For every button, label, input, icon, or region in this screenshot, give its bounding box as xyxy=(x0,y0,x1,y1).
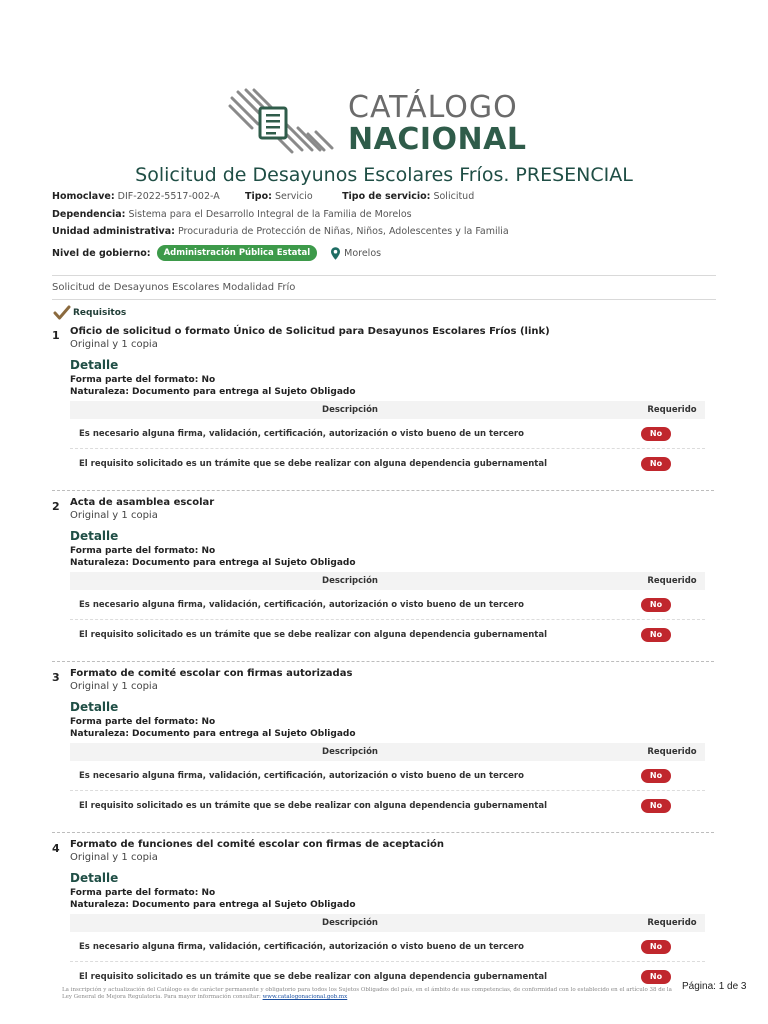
naturaleza-text: Naturaleza: Documento para entrega al Sujeto Obligado xyxy=(70,729,356,739)
col-requerido: Requerido xyxy=(647,747,697,757)
question-text: Es necesario alguna firma, validación, certificación, autorización o visto bueno de un tercero xyxy=(79,942,524,952)
meta-row-unidad xyxy=(52,226,509,237)
answer-badge: No xyxy=(641,427,671,441)
requirement-separator xyxy=(52,490,714,491)
mexico-map-document-icon xyxy=(228,88,340,160)
requisitos-header xyxy=(54,306,126,319)
requirement-item xyxy=(52,324,714,495)
divider-subtitle xyxy=(52,299,716,300)
table-row xyxy=(70,933,705,962)
page-title: Solicitud de Desayunos Escolares Fríos. PRESENCIAL xyxy=(135,164,633,186)
table-row xyxy=(70,621,705,650)
page-number: Página: 1 de 3 xyxy=(682,981,747,992)
location-pin-icon xyxy=(331,247,340,260)
col-requerido: Requerido xyxy=(647,918,697,928)
footer-note xyxy=(62,987,674,1002)
tipo-servicio-value: Solicitud xyxy=(433,191,475,202)
requirement-separator xyxy=(52,661,714,662)
meta-row-homoclave xyxy=(52,191,474,202)
dependencia-value: Sistema para el Desarrollo Integral de la Familia de Morelos xyxy=(128,209,412,220)
col-requerido: Requerido xyxy=(647,405,697,415)
unidad-label: Unidad administrativa: xyxy=(52,226,175,237)
answer-badge: No xyxy=(641,769,671,783)
naturaleza-text: Naturaleza: Documento para entrega al Sujeto Obligado xyxy=(70,558,356,568)
table-header xyxy=(70,914,705,932)
meta-row-dependencia xyxy=(52,209,412,220)
requirement-number: 4 xyxy=(52,842,60,855)
tipo-servicio-label: Tipo de servicio: xyxy=(342,191,431,202)
answer-badge: No xyxy=(641,970,671,984)
question-text: Es necesario alguna firma, validación, certificación, autorización o visto bueno de un tercero xyxy=(79,600,524,610)
requirement-copies: Original y 1 copia xyxy=(70,510,158,521)
forma-parte-text: Forma parte del formato: No xyxy=(70,717,216,727)
requirement-title: Formato de funciones del comité escolar con firmas de aceptación xyxy=(70,839,445,850)
footer-link[interactable]: www.catalogonacional.gob.mx xyxy=(262,994,348,1001)
detalle-heading: Detalle xyxy=(70,700,119,714)
question-text: El requisito solicitado es un trámite que se debe realizar con alguna dependencia gubernamental xyxy=(79,801,547,811)
col-descripcion: Descripción xyxy=(322,918,378,928)
requirement-number: 3 xyxy=(52,671,60,684)
logo-line-1: CATÁLOGO xyxy=(348,90,518,125)
table-row xyxy=(70,792,705,821)
detalle-heading: Detalle xyxy=(70,529,119,543)
detalle-heading: Detalle xyxy=(70,871,119,885)
forma-parte-text: Forma parte del formato: No xyxy=(70,888,216,898)
nivel-label: Nivel de gobierno: xyxy=(52,247,151,259)
footer-text: La inscripción y actualización del Catálogo es de carácter permanente y obligatorio para todos los Sujetos Obligados del país, en el ámbito de sus competencias, de conformidad con lo establecido en el artículo 38 de la Ley General de Mejora Regulatoria. Para mayor información consultar: xyxy=(62,987,672,1001)
tipo-value: Servicio xyxy=(274,191,313,202)
col-descripcion: Descripción xyxy=(322,405,378,415)
dependencia-label: Dependencia: xyxy=(52,209,126,220)
table-row xyxy=(70,420,705,449)
requirement-title: Oficio de solicitud o formato Único de Solicitud para Desayunos Escolares Fríos (link) xyxy=(70,326,550,337)
answer-badge: No xyxy=(641,598,671,612)
meta-row-nivel xyxy=(52,245,381,261)
question-text: Es necesario alguna firma, validación, certificación, autorización o visto bueno de un tercero xyxy=(79,771,524,781)
table-header xyxy=(70,743,705,761)
divider-top xyxy=(52,275,716,276)
answer-badge: No xyxy=(641,799,671,813)
detalle-heading: Detalle xyxy=(70,358,119,372)
answer-badge: No xyxy=(641,457,671,471)
table-header xyxy=(70,572,705,590)
question-text: El requisito solicitado es un trámite que se debe realizar con alguna dependencia gubernamental xyxy=(79,630,547,640)
requirement-item xyxy=(52,666,714,837)
answer-badge: No xyxy=(641,628,671,642)
table-row xyxy=(70,762,705,791)
nivel-badge: Administración Pública Estatal xyxy=(157,245,318,261)
naturaleza-text: Naturaleza: Documento para entrega al Sujeto Obligado xyxy=(70,900,356,910)
requirement-item xyxy=(52,495,714,666)
requirement-number: 2 xyxy=(52,500,60,513)
requirement-copies: Original y 1 copia xyxy=(70,339,158,350)
estado-value: Morelos xyxy=(344,247,382,259)
forma-parte-text: Forma parte del formato: No xyxy=(70,375,216,385)
col-descripcion: Descripción xyxy=(322,747,378,757)
table-row xyxy=(70,450,705,479)
col-descripcion: Descripción xyxy=(322,576,378,586)
table-header xyxy=(70,401,705,419)
checkmark-icon xyxy=(54,306,70,319)
homoclave-label: Homoclave: xyxy=(52,191,115,202)
forma-parte-text: Forma parte del formato: No xyxy=(70,546,216,556)
question-text: El requisito solicitado es un trámite que se debe realizar con alguna dependencia gubernamental xyxy=(79,459,547,469)
catalogo-nacional-logo xyxy=(228,88,540,160)
requirement-title: Acta de asamblea escolar xyxy=(70,497,215,508)
logo-line-2: NACIONAL xyxy=(348,122,527,157)
col-requerido: Requerido xyxy=(647,576,697,586)
requirement-item xyxy=(52,837,714,982)
question-text: Es necesario alguna firma, validación, certificación, autorización o visto bueno de un tercero xyxy=(79,429,524,439)
naturaleza-text: Naturaleza: Documento para entrega al Sujeto Obligado xyxy=(70,387,356,397)
tipo-label: Tipo: xyxy=(245,191,272,202)
table-row xyxy=(70,591,705,620)
requirement-copies: Original y 1 copia xyxy=(70,681,158,692)
requirement-number: 1 xyxy=(52,329,60,342)
requisitos-label: Requisitos xyxy=(73,307,127,318)
homoclave-value: DIF-2022-5517-002-A xyxy=(117,191,220,202)
requirement-separator xyxy=(52,832,714,833)
answer-badge: No xyxy=(641,940,671,954)
service-subtitle: Solicitud de Desayunos Escolares Modalidad Frío xyxy=(52,282,296,293)
requirement-title: Formato de comité escolar con firmas autorizadas xyxy=(70,668,353,679)
question-text: El requisito solicitado es un trámite que se debe realizar con alguna dependencia gubernamental xyxy=(79,972,547,982)
requirement-copies: Original y 1 copia xyxy=(70,852,158,863)
unidad-value: Procuraduria de Protección de Niñas, Niños, Adolescentes y la Familia xyxy=(177,226,509,237)
